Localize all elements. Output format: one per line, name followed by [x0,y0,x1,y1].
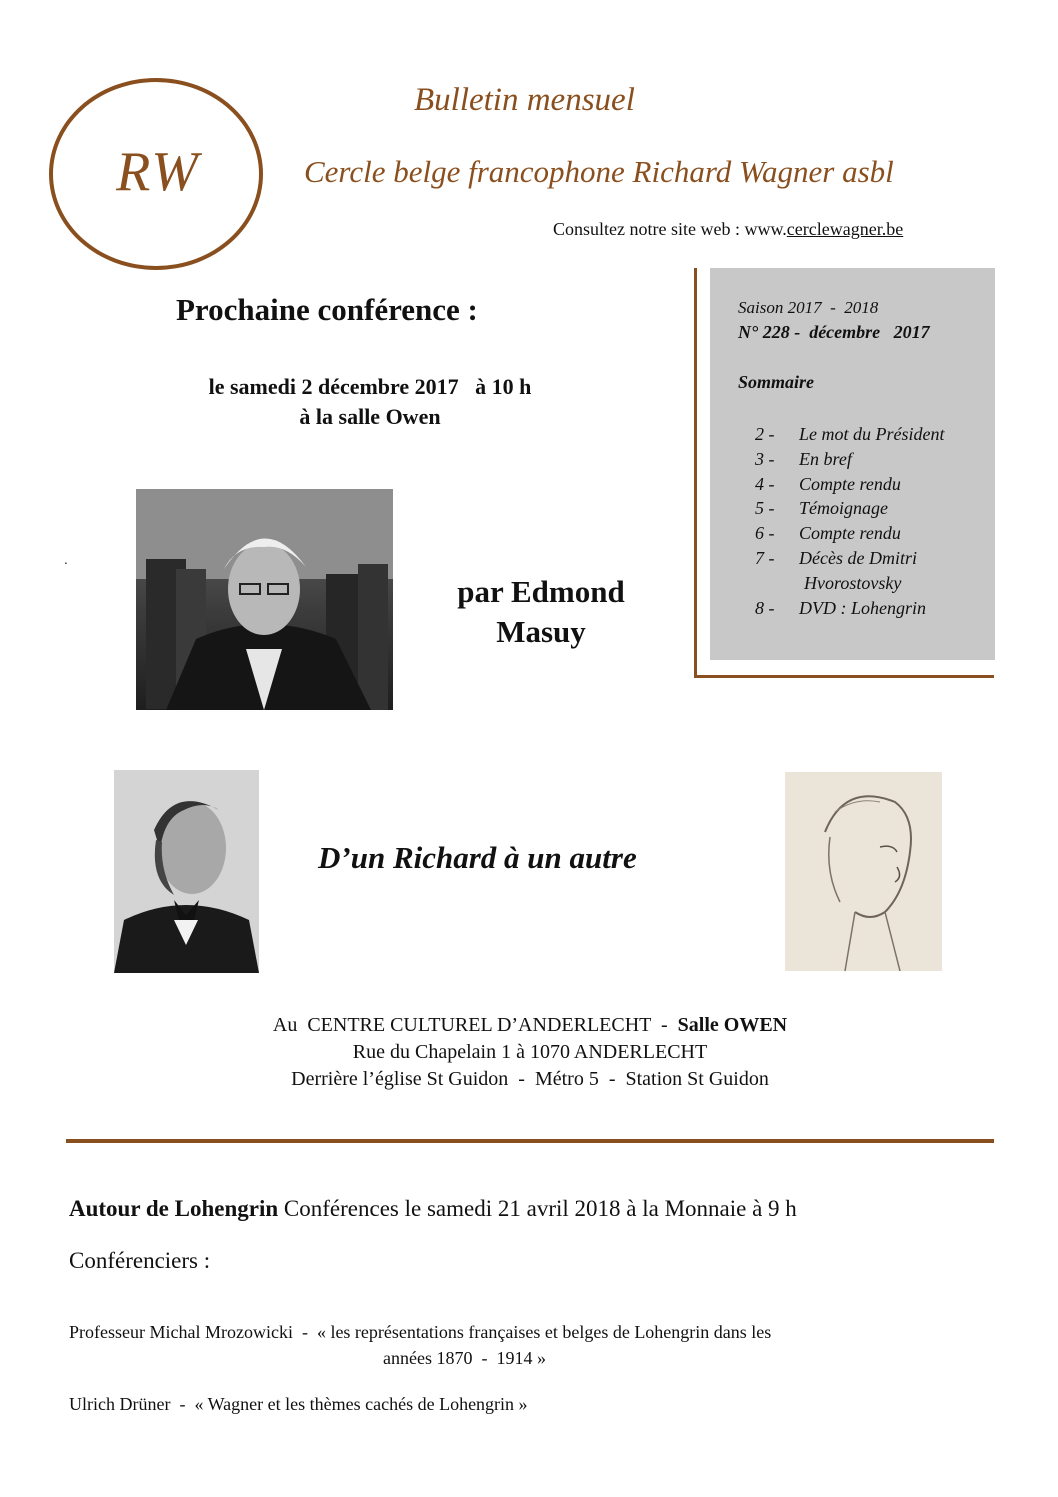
speakers-label: Conférenciers : [69,1248,211,1273]
venue-name: Au CENTRE CULTUREL D’ANDERLECHT - [272,1014,678,1036]
toc-item: 6 - Compte rendu [755,523,901,544]
sketch-portrait [785,772,942,971]
lohengrin-title: Autour de Lohengrin [69,1196,279,1221]
website-line [553,219,903,240]
logo: RW [116,141,200,203]
venue-directions: Derrière l’église St Guidon - Métro 5 - Station St Guidon [291,1068,769,1090]
speaker-entry-1-continued: années 1870 - 1914 » [383,1348,546,1368]
lohengrin-announcement: Autour de Lohengrin Conférences le samedi 21 avril 2018 à la Monnaie à 9 h [69,1196,797,1221]
toc-item: 5 - Témoignage [755,498,888,519]
next-conference-heading: Prochaine conférence : [176,292,478,327]
circle-name: Cercle belge francophone Richard Wagner asbl [304,154,894,189]
bulletin-title: Bulletin mensuel [414,82,635,118]
talk-title: D’un Richard à un autre [318,840,637,875]
wagner-portrait [114,770,259,973]
conference-date: le samedi 2 décembre 2017 à 10 h [208,374,532,399]
venue-street: Rue du Chapelain 1 à 1070 ANDERLECHT [352,1041,708,1063]
toc-item: 7 - Décès de Dmitri [755,547,917,568]
toc-item: 3 - En bref [755,448,852,469]
sketch-portrait-illustration [785,772,942,971]
speaker-entry-1: Professeur Michal Mrozowicki - « les représentations françaises et belges de Lohengrin dans les [69,1322,772,1342]
speaker-entry-2: Ulrich Drüner - « Wagner et les thèmes cachés de Lohengrin » [69,1394,528,1414]
toc-item: 4 - Compte rendu [755,473,901,494]
conference-place: à la salle Owen [299,404,441,429]
toc-item: 2 - Le mot du Président [755,424,945,444]
website-prefix: Consultez notre site web : www. [553,219,787,239]
speaker-name: par Edmond Masuy [457,574,625,649]
conference-datetime [150,372,590,432]
speaker-photo [136,489,393,710]
table-of-contents [755,422,945,620]
venue-address [170,1012,890,1093]
toc-item-continued: Hvorostovsky [804,572,902,593]
website-link[interactable]: cerclewagner.be [786,219,904,239]
stray-mark: . [64,553,68,567]
sommaire-title: Sommaire [738,372,815,392]
toc-item: 8 - DVD : Lohengrin [755,597,926,618]
wagner-portrait-illustration [114,770,259,973]
venue-room: Salle OWEN [677,1014,788,1036]
divider [66,1139,994,1143]
speaker-photo-illustration [136,489,393,710]
issue-number: N° 228 - décembre 2017 [738,322,930,342]
season-label: Saison 2017 - 2018 [738,298,879,317]
